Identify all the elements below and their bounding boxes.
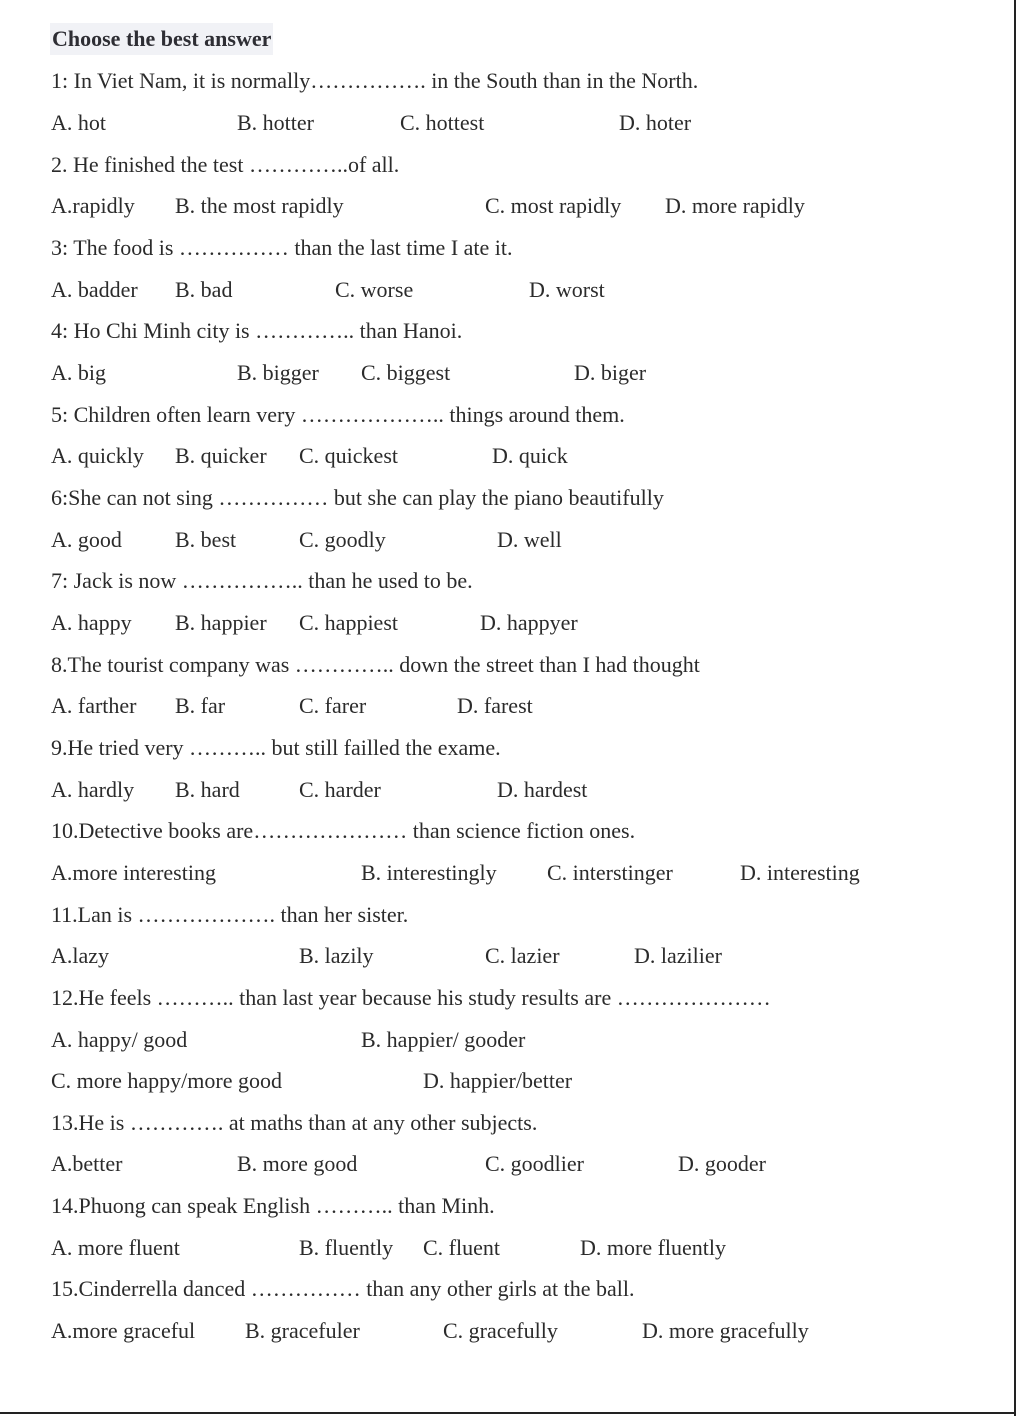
option-a: A. badder [51, 277, 138, 302]
question-3: 3: The food is …………… than the last time I ate it. [51, 235, 513, 260]
option-a: A.better [51, 1151, 123, 1176]
option-d: D. lazilier [634, 943, 722, 968]
option-b: B. far [175, 693, 226, 718]
option-b: B. hard [175, 777, 240, 802]
option-b: B. hotter [237, 110, 314, 135]
page-border-right [1014, 0, 1016, 1416]
option-a: A. hardly [51, 777, 135, 802]
option-a: A.more interesting [51, 860, 216, 885]
option-d: D. happier/better [423, 1068, 573, 1093]
option-d: D. well [497, 527, 562, 552]
option-a: A.rapidly [51, 193, 135, 218]
option-d: D. quick [492, 443, 568, 468]
question-13: 13.He is …………. at maths than at any other subjects. [51, 1110, 538, 1135]
option-b: B. lazily [299, 943, 374, 968]
option-d: D. gooder [678, 1151, 766, 1176]
option-d: D. worst [529, 277, 605, 302]
question-4: 4: Ho Chi Minh city is ………….. than Hanoi. [51, 318, 463, 343]
option-b: B. more good [237, 1151, 358, 1176]
option-a: A. happy [51, 610, 132, 635]
option-d: D. biger [574, 360, 647, 385]
option-b: B. happier [175, 610, 267, 635]
option-c: C. most rapidly [485, 193, 622, 218]
option-a: A.lazy [51, 943, 110, 968]
question-12: 12.He feels ……….. than last year because his study results are ………………… [51, 985, 771, 1010]
option-b: B. best [175, 527, 237, 552]
option-c: C. biggest [361, 360, 451, 385]
option-d: D. hoter [619, 110, 692, 135]
option-b: B. fluently [299, 1235, 394, 1260]
option-b: B. gracefuler [245, 1318, 360, 1343]
option-d: D. hardest [497, 777, 588, 802]
option-d: D. interesting [740, 860, 860, 885]
option-b: B. interestingly [361, 860, 497, 885]
option-c: C. harder [299, 777, 381, 802]
option-c: C. goodlier [485, 1151, 584, 1176]
option-c: C. hottest [400, 110, 485, 135]
option-b: B. the most rapidly [175, 193, 344, 218]
option-c: C. interstinger [547, 860, 673, 885]
option-c: C. goodly [299, 527, 386, 552]
option-a: A. happy/ good [51, 1027, 188, 1052]
option-a: A. good [51, 527, 122, 552]
option-b: B. bad [175, 277, 233, 302]
option-d: D. farest [457, 693, 533, 718]
question-5: 5: Children often learn very ……………….. things around them. [51, 402, 625, 427]
page-border-bottom [0, 1412, 1016, 1414]
option-d: D. more rapidly [665, 193, 805, 218]
question-6: 6:She can not sing …………… but she can play the piano beautifully [51, 485, 664, 510]
question-2: 2. He finished the test …………..of all. [51, 152, 400, 177]
option-d: D. more fluently [580, 1235, 727, 1260]
option-c: C. quickest [299, 443, 398, 468]
question-9: 9.He tried very ……….. but still failled the exame. [51, 735, 501, 760]
page-title: Choose the best answer [50, 23, 273, 55]
option-c: C. happiest [299, 610, 398, 635]
option-c: C. gracefully [443, 1318, 558, 1343]
option-a: A. farther [51, 693, 137, 718]
option-a: A. hot [51, 110, 106, 135]
option-a: A. big [51, 360, 106, 385]
option-d: D. more gracefully [642, 1318, 809, 1343]
option-c: C. farer [299, 693, 367, 718]
question-8: 8.The tourist company was ………….. down the street than I had thought [51, 652, 700, 677]
question-11: 11.Lan is ………………. than her sister. [51, 902, 409, 927]
option-c: C. lazier [485, 943, 560, 968]
option-c: C. more happy/more good [51, 1068, 282, 1093]
question-14: 14.Phuong can speak English ……….. than Minh. [51, 1193, 495, 1218]
question-7: 7: Jack is now …………….. than he used to be. [51, 568, 473, 593]
option-a: A. quickly [51, 443, 144, 468]
question-1: 1: In Viet Nam, it is normally……………. in the South than in the North. [51, 68, 699, 93]
option-c: C. fluent [423, 1235, 500, 1260]
option-a: A.more graceful [51, 1318, 196, 1343]
option-b: B. happier/ gooder [361, 1027, 526, 1052]
option-c: C. worse [335, 277, 414, 302]
question-10: 10.Detective books are………………… than science fiction ones. [51, 818, 636, 843]
option-b: B. quicker [175, 443, 267, 468]
question-15: 15.Cinderrella danced …………… than any other girls at the ball. [51, 1276, 635, 1301]
option-b: B. bigger [237, 360, 319, 385]
option-a: A. more fluent [51, 1235, 180, 1260]
option-d: D. happyer [480, 610, 578, 635]
